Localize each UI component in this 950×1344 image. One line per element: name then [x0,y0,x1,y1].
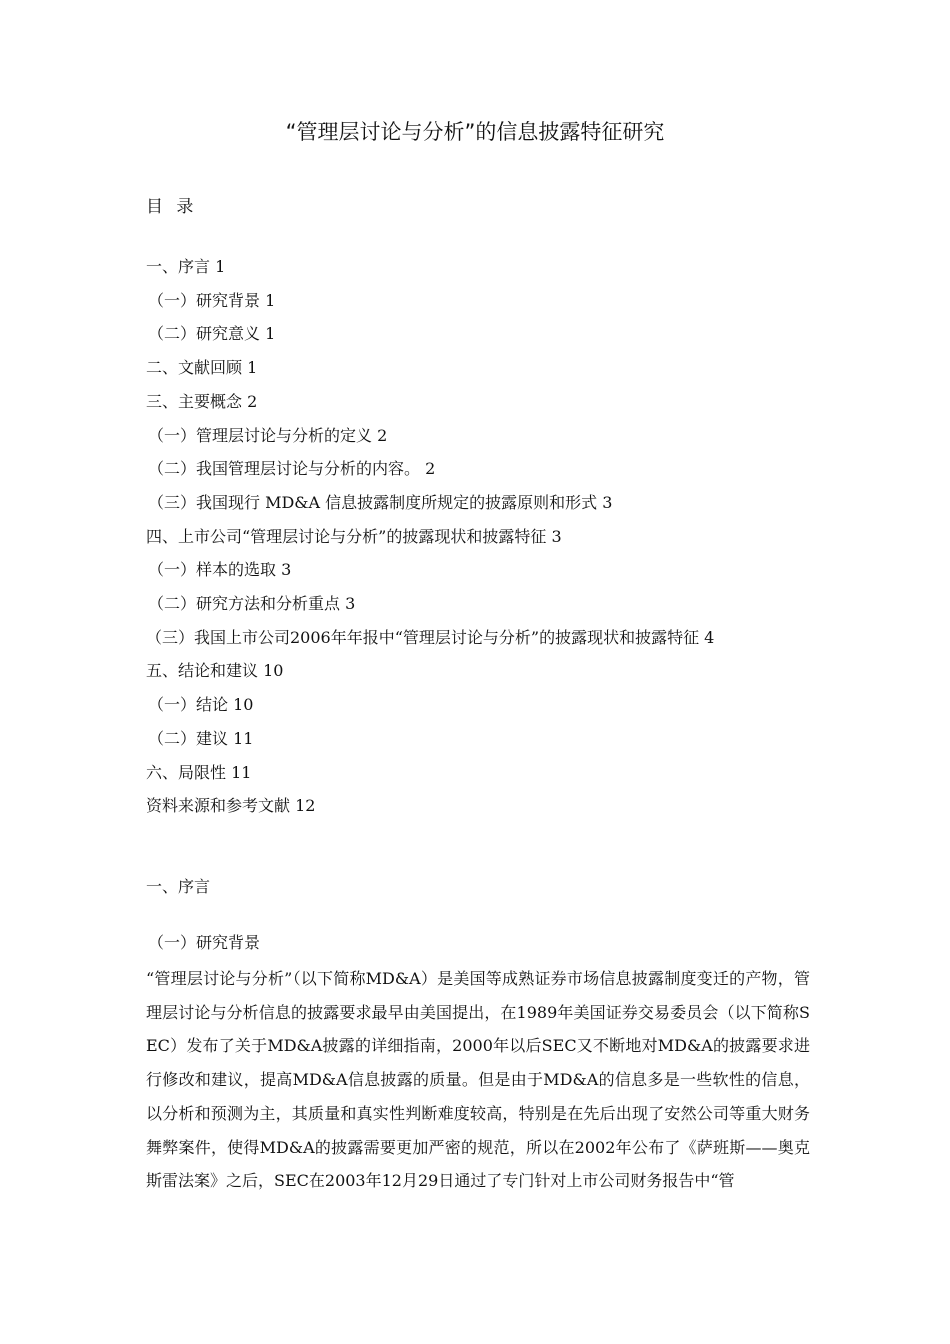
toc-entry: 六、局限性 11 [146,762,252,782]
toc-entry: 资料来源和参考文献 12 [146,796,316,816]
body-paragraph: “管理层讨论与分析”（以下简称MD&A）是美国等成熟证券市场信息披露制度变迁的产物，管理层讨论与分析信息的披露要求最早由美国提出，在1989年美国证券交易委员会（以下简称SEC）发布了关于MD&A披露的详细指南，2000年以后SEC又不断地对MD&A的披露要求进行修改和建议，提高MD&A信息披露的质量。但是由于MD&A的信息多是一些软性的信息，以分析和预测为主，其质量和真实性判断难度较高，特别是在先后出现了安然公司等重大财务舞弊案件，使得MD&A的披露需要更加严密的规范，所以在2002年公布了《萨班斯——奥克斯雷法案》之后，SEC在2003年12月29日通过了专门针对上市公司财务报告中“管 [146,969,810,1191]
toc-entry: （一）样本的选取 3 [148,560,292,580]
table-of-contents [146,250,816,823]
toc-heading: 目 录 [146,197,198,217]
toc-entry: （三）我国上市公司2006年年报中“管理层讨论与分析”的披露现状和披露特征 4 [146,627,715,647]
toc-entry: （二）研究方法和分析重点 3 [148,594,356,614]
toc-entry: 五、结论和建议 10 [146,661,284,681]
toc-entry: （二）我国管理层讨论与分析的内容。 2 [148,459,436,479]
toc-entry: 二、文献回顾 1 [146,358,258,378]
toc-entry: 一、序言 1 [146,257,226,276]
section-heading: 一、序言 [146,877,211,896]
toc-entry: （二）建议 11 [148,728,254,748]
toc-entry: （一）管理层讨论与分析的定义 2 [148,425,388,445]
toc-entry: （三）我国现行 MD&A 信息披露制度所规定的披露原则和形式 3 [148,492,613,512]
toc-entry: 四、上市公司“管理层讨论与分析”的披露现状和披露特征 3 [146,526,562,546]
toc-entry: （一）结论 10 [148,695,254,715]
document-title: “管理层讨论与分析”的信息披露特征研究 [285,120,665,144]
toc-entry: （一）研究背景 1 [148,290,276,310]
subsection-heading: （一）研究背景 [148,933,261,952]
toc-entry: （二）研究意义 1 [148,324,276,344]
toc-entry: 三、主要概念 2 [146,391,258,411]
